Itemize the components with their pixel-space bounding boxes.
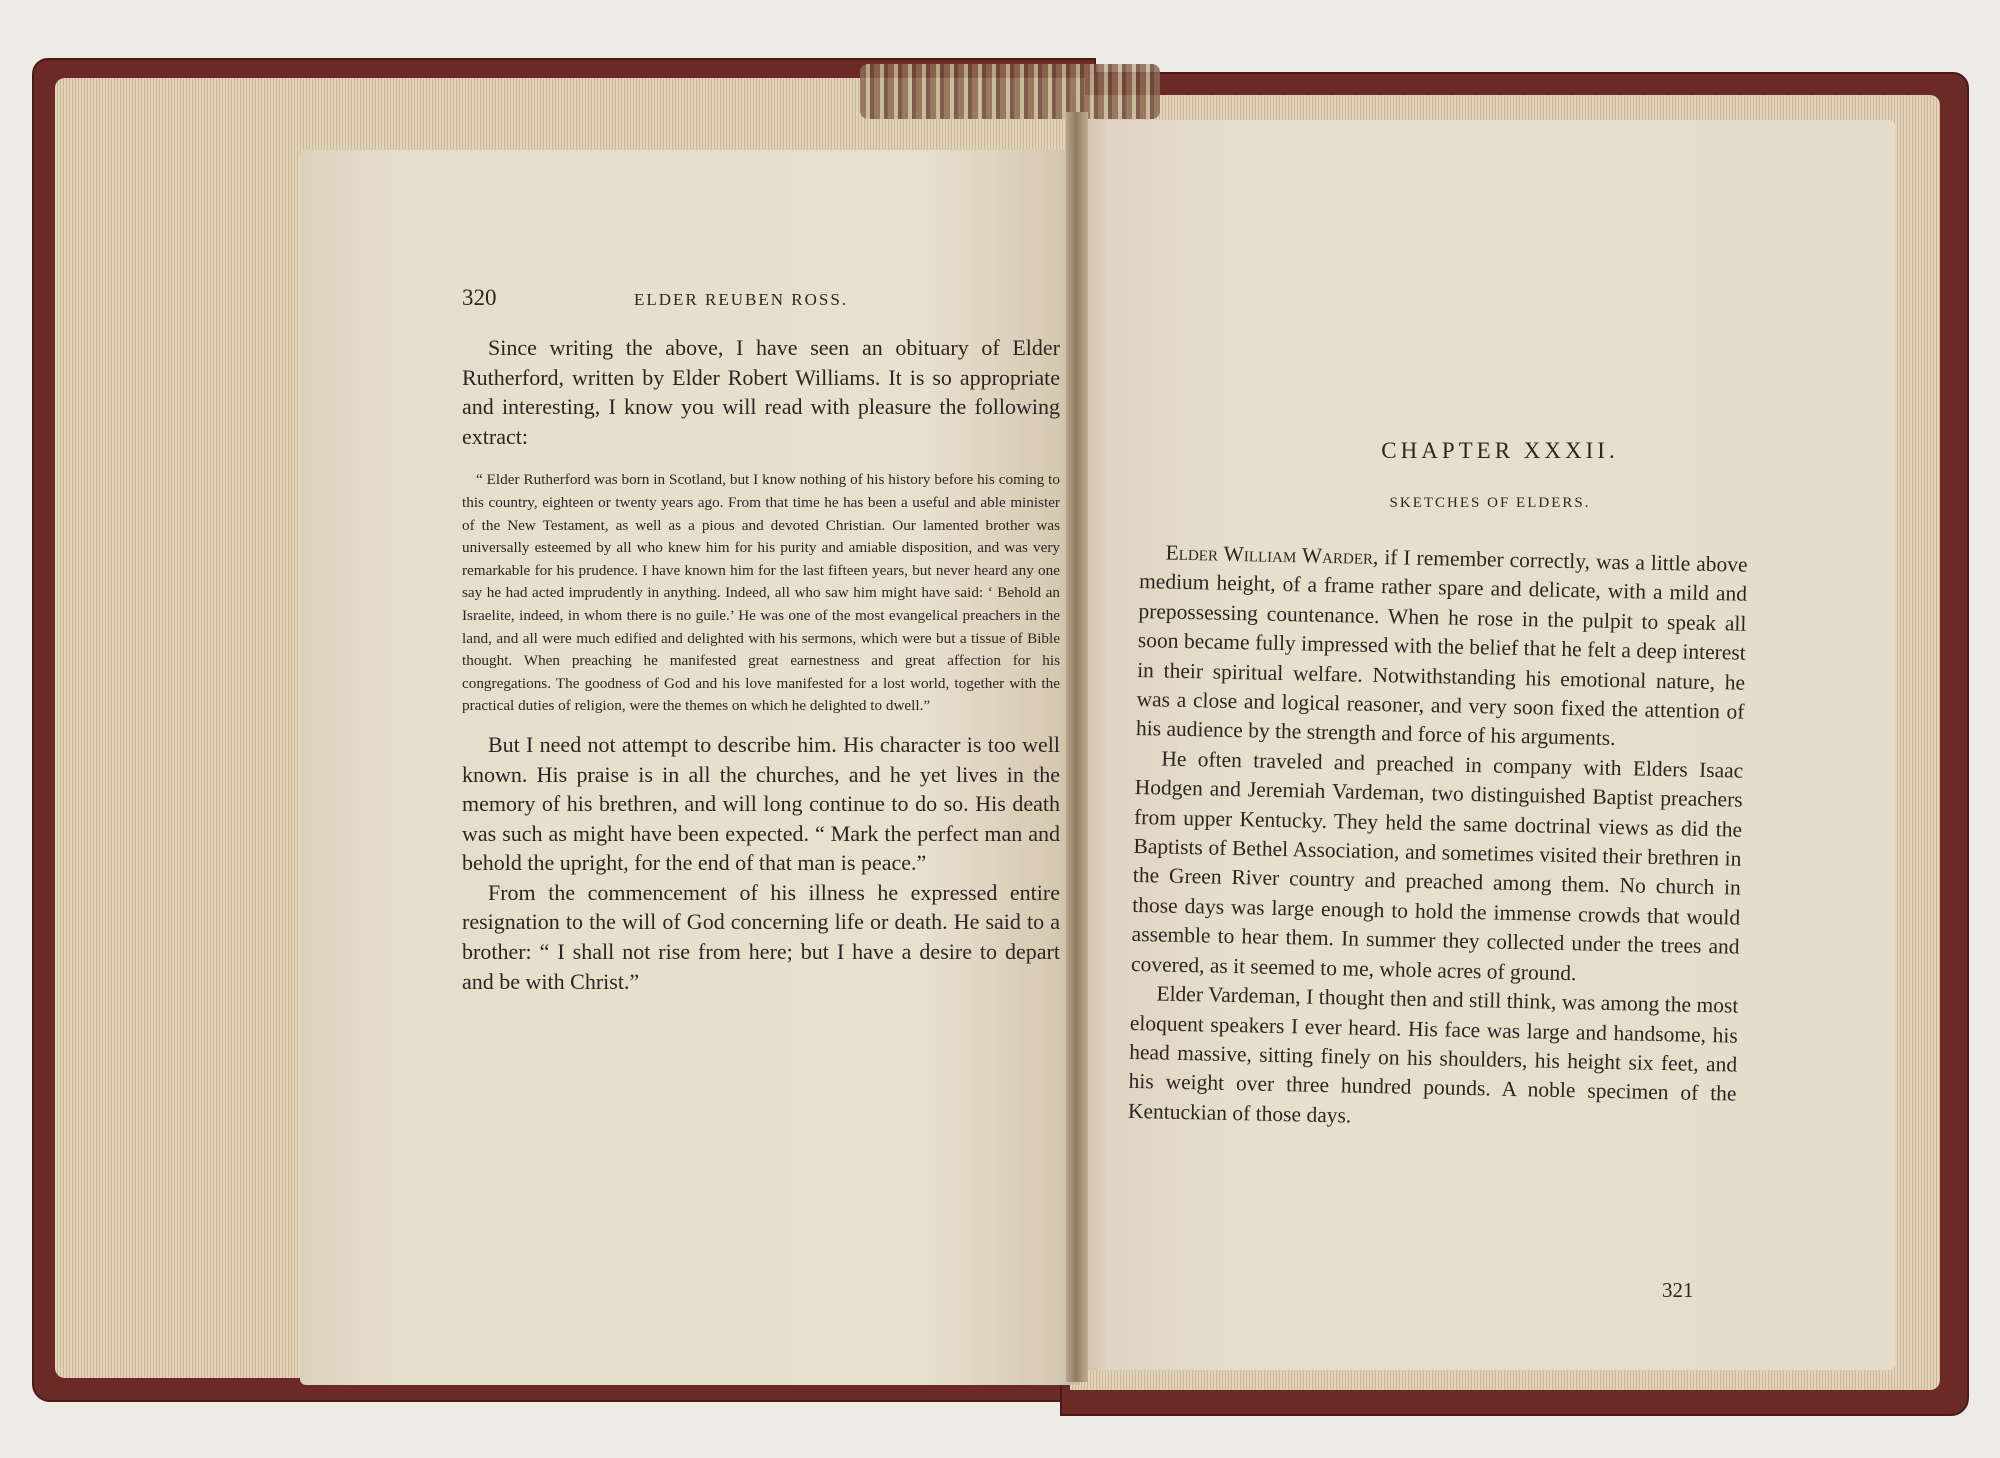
right-paragraph-3: Elder Vardeman, I thought then and still think, was among the most eloquent speakers I ever heard. His face was large and handsome, his head massive, sitting finely on his shoulders, his height six feet, and his weight over three hundred pounds. A noble specimen of the Kentuckian of those days. — [1127, 981, 1739, 1128]
left-page-header — [462, 285, 1062, 315]
right-paragraph-1 — [1136, 538, 1748, 757]
running-head: ELDER REUBEN ROSS. — [634, 290, 849, 309]
chapter-subtitle: SKETCHES OF ELDERS. — [1389, 495, 1591, 511]
right-paragraph-1-text: if I remember correctly, was a little above medium height, of a frame rather spare and delicate, with a mild and prepossessing countenance. When he rose in the pulpit to speak all soon became fully impressed with the belief that he felt a deep interest in their spiritual welfare. Notwithstanding his emotional nature, he was a close and logical reasoner, and very soon fixed the attention of his audience by the strength and force of his arguments. — [1135, 544, 1748, 751]
left-paragraph-1: Since writing the above, I have seen an obituary of Elder Rutherford, written by Elder Robert Williams. It is so appropriate and interesting, I know you will read with pleasure the following extract: — [462, 335, 1060, 449]
obituary-extract-quote: “ Elder Rutherford was born in Scotland, but I know nothing of his history before his coming to this country, eighteen or twenty years ago. From that time he has been a useful and able minister of the New Testament, as well as a pious and devoted Christian. Our lamented brother was universally esteemed by all who knew him for his purity and amiable disposition, and was very remarkable for his prudence. I have known him for the last fifteen years, but never heard any one say he had acted imprudently in anything. Indeed, all who saw him might have said: ‘ Behold an Israelite, indeed, in whom there is no guile.’ He was one of the most evangelical preachers in the land, and all were much edified and delighted with his sermons, which were but a tissue of Bible thought. When preaching he manifested great earnestness and great affection for his congregations. The goodness of God and his love manifested for a lost world, together with the practical duties of religion, were the themes on which he delighted to dwell.” — [462, 471, 1060, 715]
right-page-text — [1128, 538, 1748, 1139]
left-page-text — [462, 333, 1060, 996]
book-spine — [860, 64, 1160, 119]
left-page-number: 320 — [462, 285, 497, 310]
left-paragraph-3: From the commencement of his illness he expressed entire resignation to the will of God concerning life or death. He said to a brother: “ I shall not rise from here; but I have a desire to depart and be with Christ.” — [462, 879, 1060, 994]
book-gutter — [1066, 112, 1088, 1382]
right-page-number: 321 — [1662, 1278, 1694, 1302]
right-paragraph-2: He often traveled and preached in company with Elders Isaac Hodgen and Jeremiah Vardeman, two distinguished Baptist preachers from upper Kentucky. They held the same doctrinal views as did the Baptists of Bethel Association, and sometimes visited their brethren in the Green River country and preached among them. No church in those days was large enough to hold the immense crowds that would assemble to hear them. In summer they collected under the trees and covered, as it seemed to me, whole acres of ground. — [1130, 746, 1744, 985]
left-paragraph-2: But I need not attempt to describe him. His character is too well known. His praise is in all the churches, and he yet lives in the memory of his brethren, and will long continue to do so. His death was such as might have been expected. “ Mark the perfect man and behold the upright, for the end of that man is peace.” — [462, 731, 1060, 876]
chapter-heading: CHAPTER XXXII. — [1381, 438, 1619, 463]
paragraph-lead-name: Elder William Warder, — [1165, 540, 1379, 569]
